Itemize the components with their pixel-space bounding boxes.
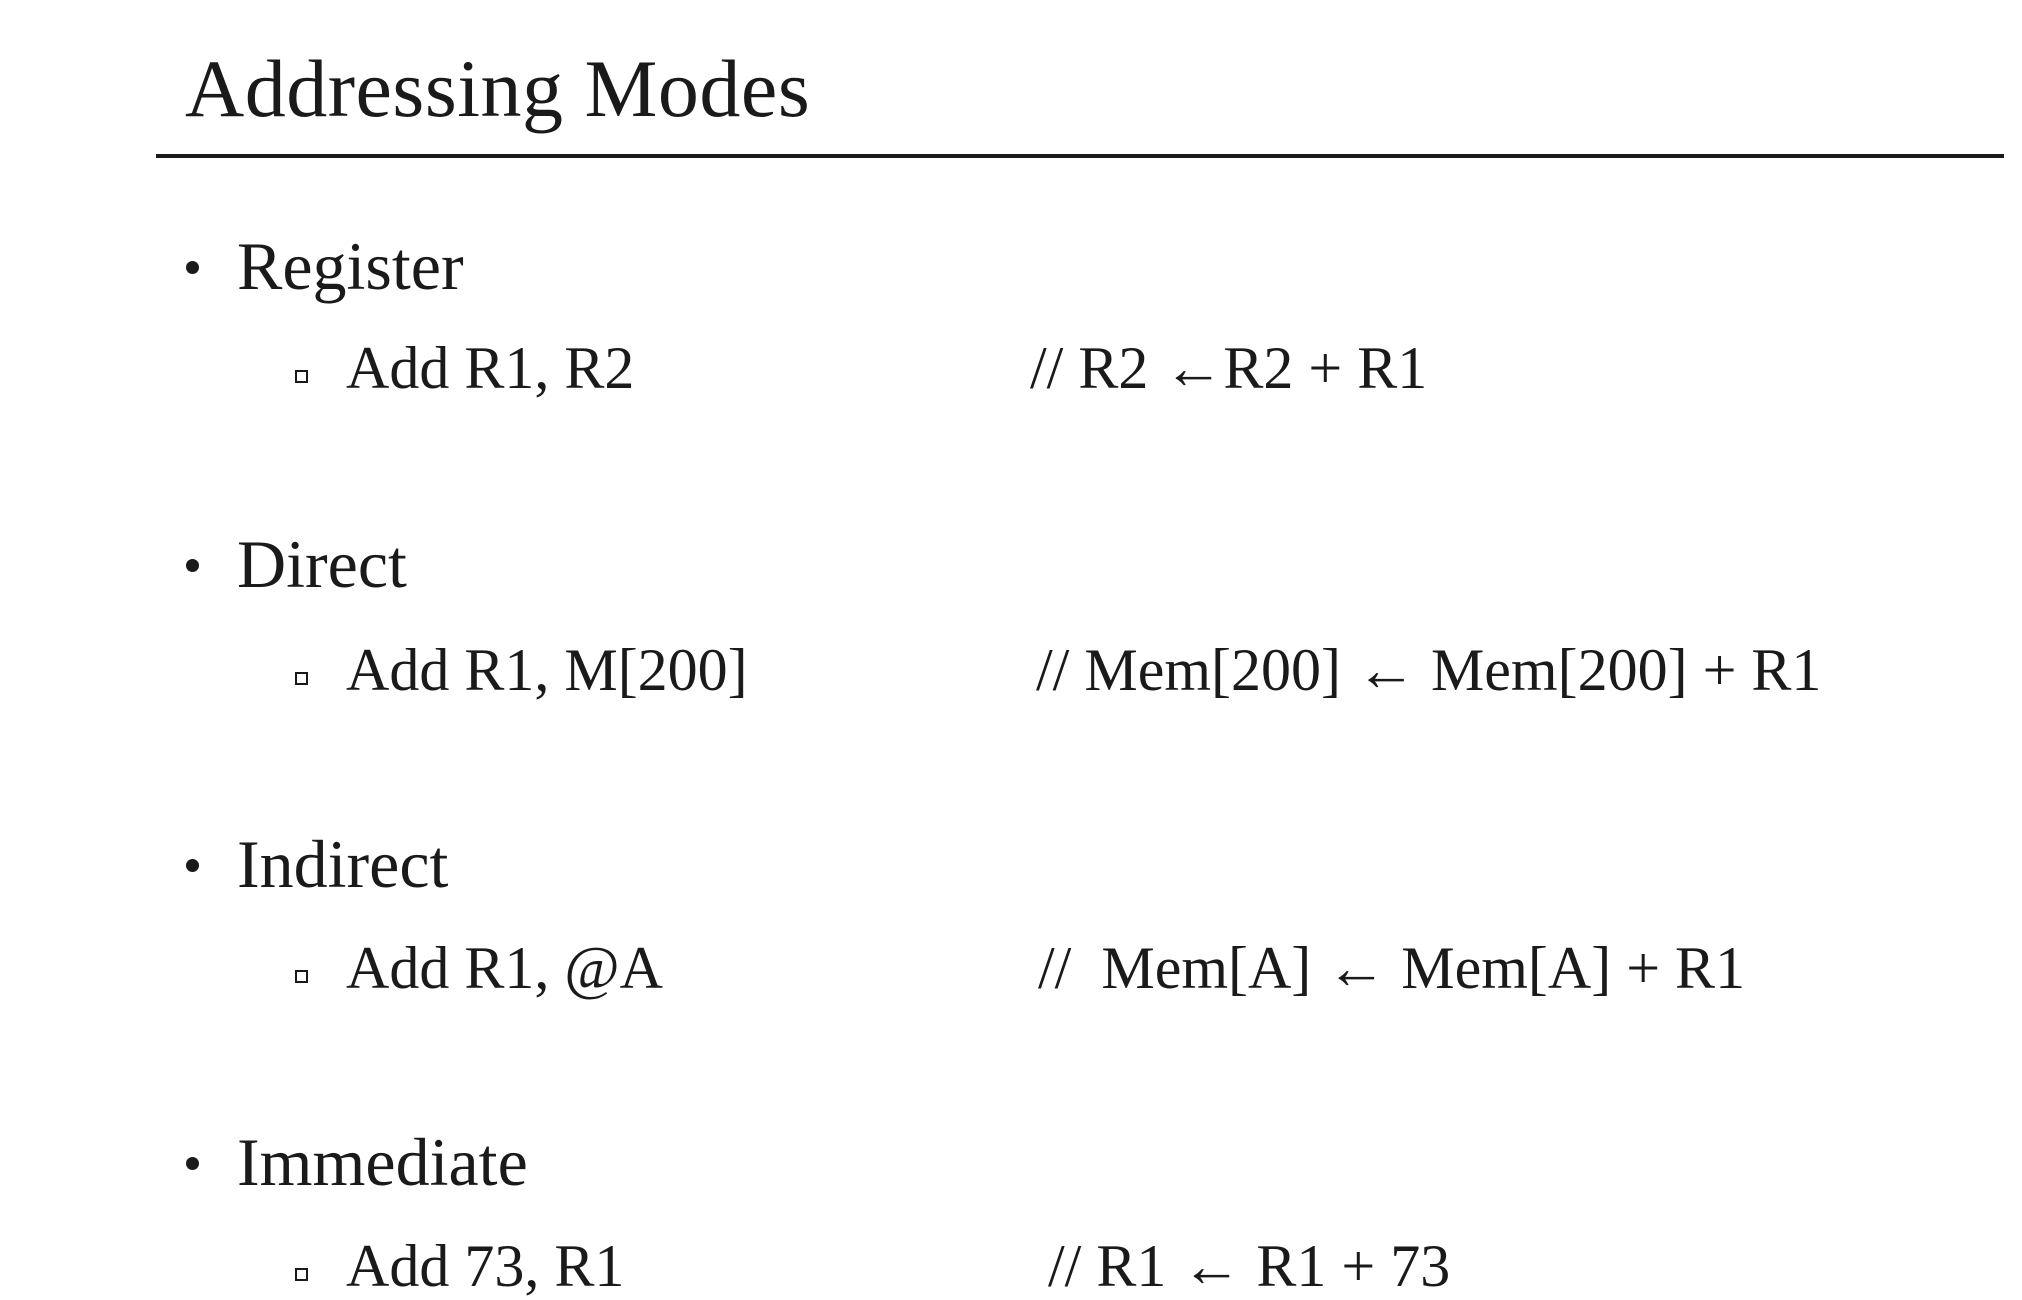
bullet-icon	[186, 859, 199, 872]
bullet-icon	[186, 261, 199, 274]
mode-heading-immediate	[186, 1124, 528, 1200]
square-bullet-icon	[295, 672, 308, 685]
mode-heading-direct	[186, 526, 407, 602]
title-divider	[156, 154, 2004, 158]
mode-name: Immediate	[237, 1124, 528, 1200]
mode-heading-indirect	[186, 826, 449, 902]
mode-name: Indirect	[237, 826, 449, 902]
mode-comment-immediate: // R1 ← R1 + 73	[1048, 1233, 1451, 1299]
mode-comment-direct: // Mem[200] ← Mem[200] + R1	[1036, 637, 1822, 703]
mode-example-immediate	[295, 1233, 625, 1299]
instruction-text: Add R1, M[200]	[346, 637, 748, 703]
mode-example-register	[295, 335, 635, 401]
mode-name: Direct	[237, 526, 407, 602]
square-bullet-icon	[295, 970, 308, 983]
mode-comment-indirect: // Mem[A] ← Mem[A] + R1	[1038, 935, 1746, 1001]
mode-name: Register	[237, 228, 464, 304]
mode-comment-register: // R2 ←R2 + R1	[1030, 335, 1428, 401]
mode-heading-register	[186, 228, 464, 304]
instruction-text: Add R1, @A	[346, 935, 663, 1001]
square-bullet-icon	[295, 1268, 308, 1281]
bullet-icon	[186, 559, 199, 572]
instruction-text: Add 73, R1	[346, 1233, 625, 1299]
mode-example-direct	[295, 637, 748, 703]
mode-example-indirect	[295, 935, 663, 1001]
bullet-icon	[186, 1157, 199, 1170]
square-bullet-icon	[295, 370, 308, 383]
slide-title: Addressing Modes	[185, 43, 811, 134]
instruction-text: Add R1, R2	[346, 335, 635, 401]
